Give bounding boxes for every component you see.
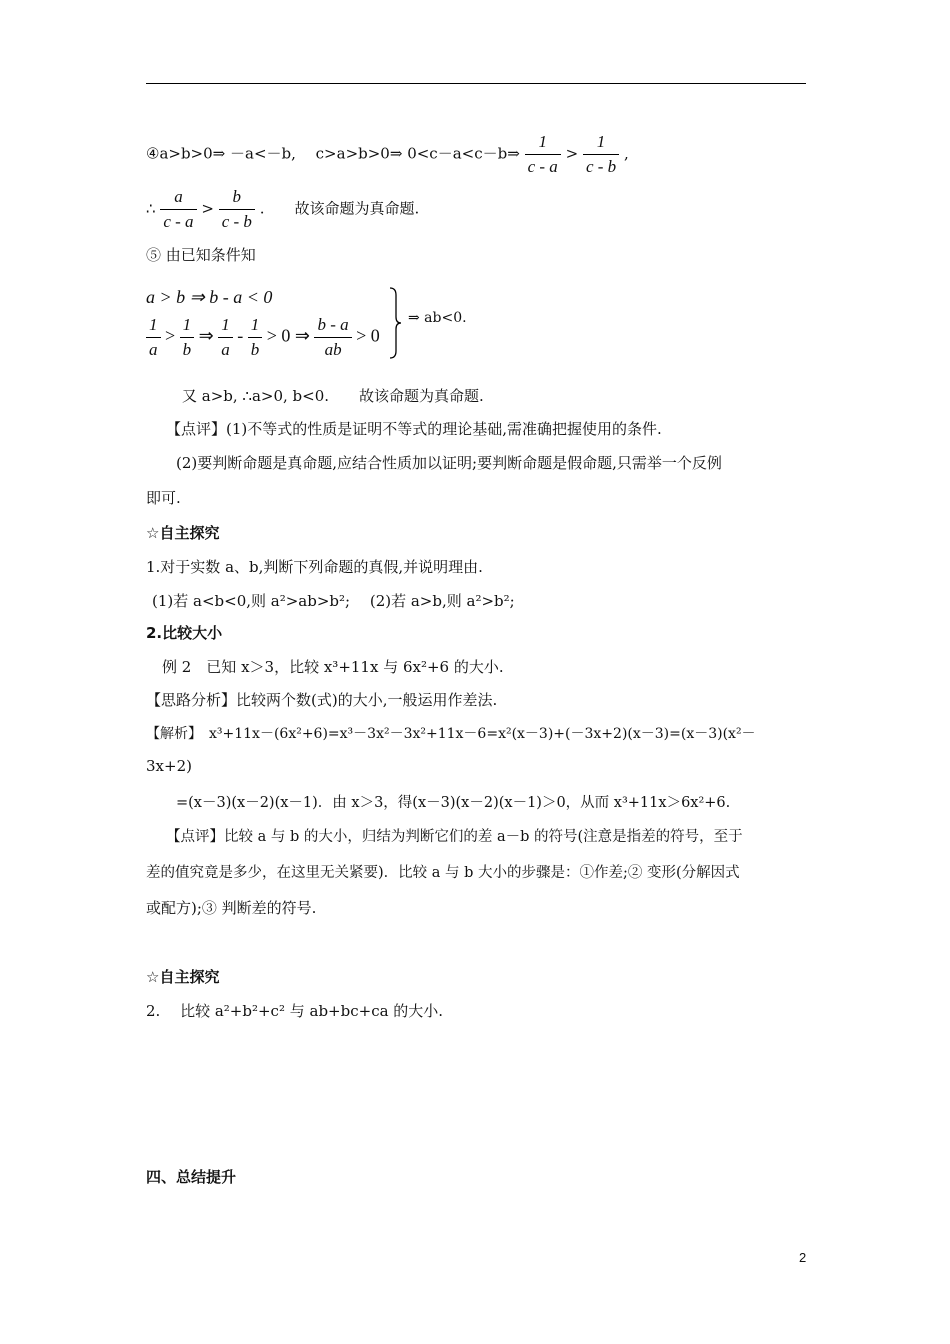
solution-line2: 3x+2) bbox=[146, 757, 192, 775]
p5-row1-text: a > b ⇒ b - a < 0 bbox=[146, 287, 273, 307]
page-number: 2 bbox=[799, 1250, 807, 1265]
p5-result: ⇒ ab<0. bbox=[408, 310, 467, 326]
example2: 例 2 已知 x＞3，比较 x³+11x 与 6x²+6 的大小. bbox=[162, 658, 504, 676]
p5-row2 bbox=[146, 313, 380, 362]
frac-denominator: c - a bbox=[527, 157, 558, 176]
section2-title: 2.比较大小 bbox=[146, 624, 223, 642]
comment2-line2: 差的值究竟是多少，在这里无关紧要)．比较 a 与 b 大小的步骤是：①作差;② 变形(分解因式 bbox=[146, 865, 740, 881]
header-rule bbox=[146, 83, 806, 84]
frac-denominator: a bbox=[221, 340, 230, 359]
section4-title: 四、总结提升 bbox=[146, 1168, 237, 1186]
frac-numerator: 1 bbox=[146, 313, 161, 338]
frac-numerator: 1 bbox=[583, 130, 619, 155]
p4-frac3 bbox=[160, 185, 196, 234]
p5-frac5 bbox=[314, 313, 351, 362]
op: ⇒ bbox=[194, 325, 219, 346]
frac-numerator: 1 bbox=[180, 313, 195, 338]
solution-line3: =(x－3)(x－2)(x－1)．由 x＞3，得(x－3)(x－2)(x－1)＞0，从而 x³+11x＞6x²+6. bbox=[176, 795, 731, 811]
p5-frac1 bbox=[146, 313, 161, 362]
explore1-title: ☆自主探究 bbox=[146, 524, 220, 542]
p4-line1 bbox=[146, 130, 629, 179]
frac-denominator: c - a bbox=[163, 212, 194, 231]
p5-line3: 又 a>b, ∴a>0, b<0. 故该命题为真命题. bbox=[182, 387, 484, 405]
frac-denominator: b bbox=[250, 340, 260, 359]
comma: , bbox=[623, 144, 629, 163]
frac-numerator: a bbox=[160, 185, 196, 210]
p4-line2 bbox=[146, 185, 419, 234]
frac-denominator: a bbox=[149, 340, 158, 359]
p5-frac4 bbox=[248, 313, 263, 362]
p4-line1-text: ④a>b>0⇒ －a<－b, c>a>b>0⇒ 0<c－a<c－b⇒ bbox=[146, 144, 520, 163]
explore2-title: ☆自主探究 bbox=[146, 968, 220, 986]
gt-sign: > bbox=[565, 144, 579, 163]
analysis-line: 【思路分析】比较两个数(式)的大小,一般运用作差法. bbox=[146, 691, 498, 709]
therefore-sign: ∴ bbox=[146, 199, 156, 218]
p4-frac1 bbox=[525, 130, 561, 179]
comment2-line1: 【点评】比较 a 与 b 的大小，归结为判断它们的差 a－b 的符号(注意是指差的符号，至于 bbox=[166, 829, 743, 845]
p4-frac2 bbox=[583, 130, 619, 179]
comment1-line1: 【点评】(1)不等式的性质是证明不等式的理论基础,需准确把握使用的条件. bbox=[166, 420, 662, 438]
frac-denominator: c - b bbox=[221, 212, 252, 231]
frac-numerator: 1 bbox=[525, 130, 561, 155]
frac-numerator: b bbox=[219, 185, 255, 210]
op: > bbox=[160, 325, 180, 346]
solution-line1: 【解析】 x³+11x－(6x²+6)=x³－3x²－3x²+11x－6=x²(x－3)+(－3x+2)(x－3)=(x－3)(x²－ bbox=[146, 726, 756, 742]
explore1-items: (1)若 a<b<0,则 a²>ab>b²; (2)若 a>b,则 a²>b²; bbox=[152, 592, 515, 610]
p5-row1 bbox=[146, 287, 272, 308]
p5-frac3 bbox=[218, 313, 233, 362]
op: > 0 ⇒ bbox=[262, 325, 315, 346]
p5-title: ⑤ 由已知条件知 bbox=[146, 246, 256, 264]
explore2-question: 2. 比较 a²+b²+c² 与 ab+bc+ca 的大小. bbox=[146, 1002, 444, 1020]
frac-denominator: c - b bbox=[585, 157, 617, 176]
op: > 0 bbox=[351, 325, 380, 346]
frac-denominator: ab bbox=[324, 340, 342, 359]
comment2-line3: 或配方);③ 判断差的符号. bbox=[146, 899, 317, 917]
gt-sign: > bbox=[201, 199, 214, 218]
right-brace-icon bbox=[388, 287, 402, 359]
frac-numerator: 1 bbox=[248, 313, 263, 338]
frac-denominator: b bbox=[182, 340, 192, 359]
explore1-question: 1.对于实数 a、b,判断下列命题的真假,并说明理由. bbox=[146, 558, 483, 576]
frac-numerator: 1 bbox=[218, 313, 233, 338]
frac-numerator: b - a bbox=[314, 313, 351, 338]
p4-conclusion: . 故该命题为真命题. bbox=[259, 199, 420, 218]
comment1-line2: (2)要判断命题是真命题,应结合性质加以证明;要判断命题是假命题,只需举一个反例 bbox=[176, 454, 722, 472]
op: - bbox=[232, 325, 248, 346]
p4-frac4 bbox=[219, 185, 255, 234]
comment1-line3: 即可. bbox=[146, 489, 181, 507]
p5-frac2 bbox=[180, 313, 195, 362]
